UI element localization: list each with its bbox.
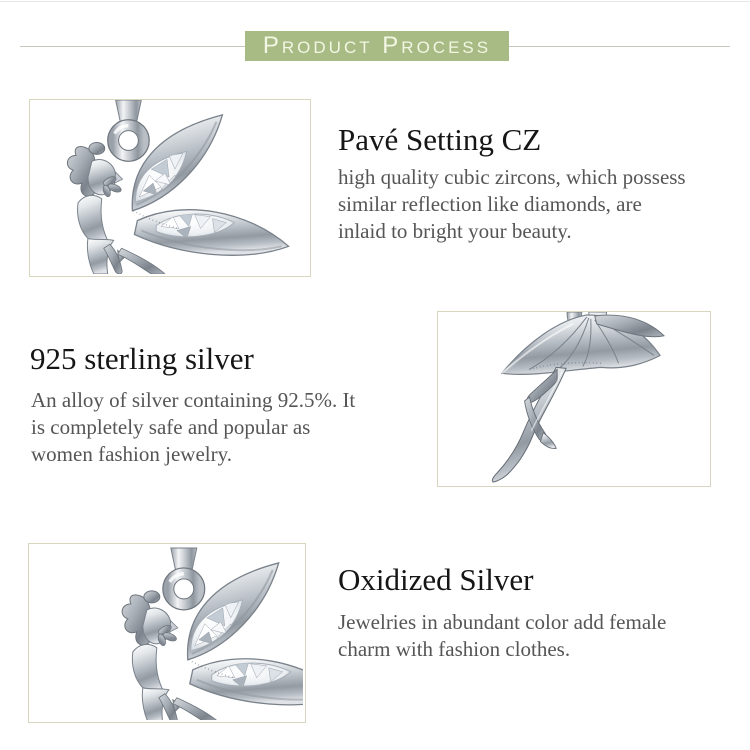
section-heading-925-sterling-silver: 925 sterling silver <box>30 341 254 376</box>
section-body-pave-setting-cz <box>338 164 686 245</box>
body-line: is completely safe and popular as <box>31 415 311 439</box>
fairy-charm-cz-wings-photo <box>29 99 311 277</box>
section-body-925-sterling-silver <box>31 387 355 468</box>
top-divider-line <box>0 1 750 2</box>
body-line: charm with fashion clothes. <box>338 637 571 661</box>
fairy-legs-illustration <box>438 312 708 484</box>
body-line: high quality cubic zircons, which possess <box>338 165 686 189</box>
fairy-charm-illustration <box>30 100 308 274</box>
body-line: women fashion jewelry. <box>31 442 232 466</box>
fairy-charm-illustration <box>29 544 303 720</box>
page-title: Product Process <box>245 31 509 61</box>
body-line: similar reflection like diamonds, are <box>338 192 642 216</box>
section-heading-pave-setting-cz: Pavé Setting CZ <box>338 122 542 157</box>
body-line: An alloy of silver containing 92.5%. It <box>31 388 356 412</box>
fairy-ballerina-legs-photo <box>437 311 711 487</box>
section-heading-oxidized-silver: Oxidized Silver <box>338 562 534 597</box>
fairy-charm-cz-wings-photo-shifted <box>28 543 306 723</box>
body-line: Jewelries in abundant color add female <box>338 610 667 634</box>
section-body-oxidized-silver <box>338 609 666 663</box>
body-line: inlaid to bright your beauty. <box>338 219 572 243</box>
